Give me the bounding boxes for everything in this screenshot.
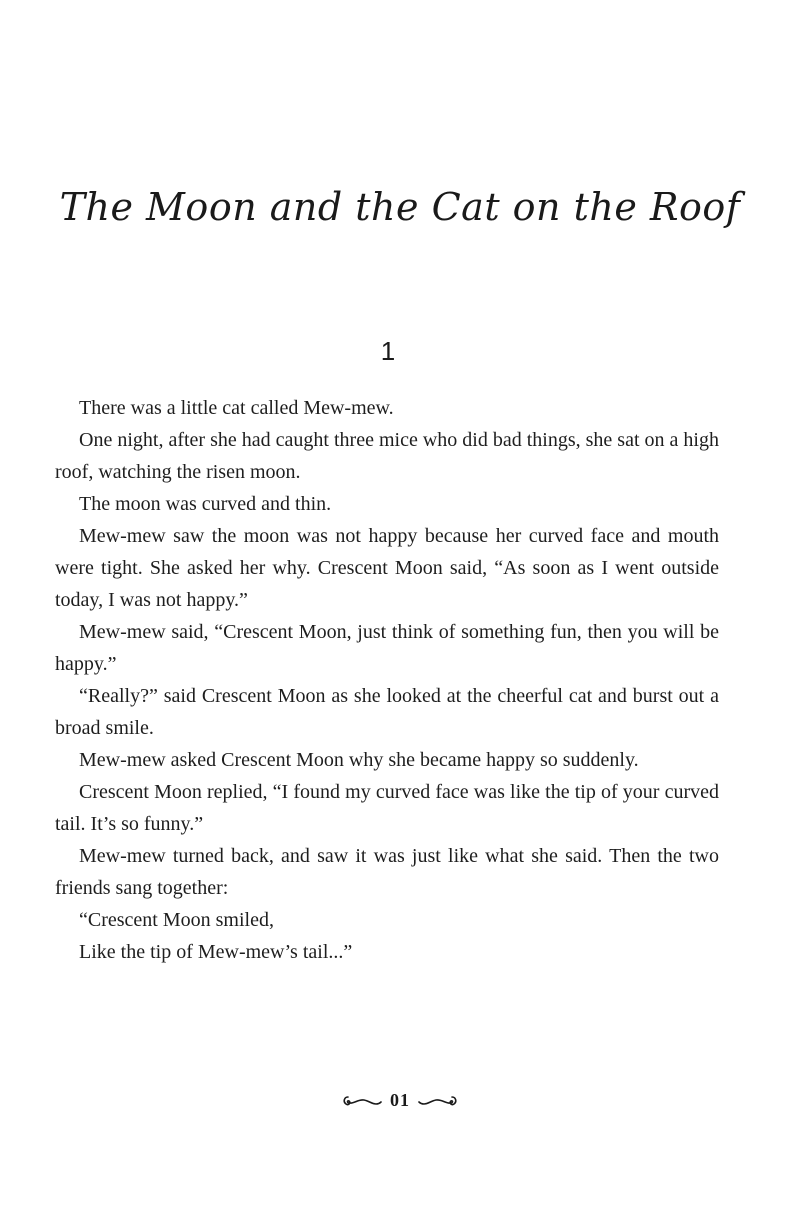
paragraph: Mew-mew saw the moon was not happy because her curved face and mouth were tight. She asked her why. Crescent Moon said, “As soon as I went outside today, I was not happy.” xyxy=(55,525,719,611)
story-body xyxy=(55,392,719,968)
left-flourish-icon xyxy=(342,1093,382,1109)
paragraph: Mew-mew turned back, and saw it was just like what she said. Then the two friends sang together: xyxy=(55,845,719,899)
page-footer xyxy=(0,1090,800,1111)
page-number: 01 xyxy=(390,1090,410,1110)
paragraph: One night, after she had caught three mice who did bad things, she sat on a high roof, watching the risen moon. xyxy=(55,429,719,483)
chapter-number: 1 xyxy=(380,336,396,366)
paragraph: The moon was curved and thin. xyxy=(79,493,332,515)
paragraph: Mew-mew said, “Crescent Moon, just think of something fun, then you will be happy.” xyxy=(55,621,719,675)
paragraph: “Really?” said Crescent Moon as she looked at the cheerful cat and burst out a broad smile. xyxy=(55,685,719,739)
song-line: Like the tip of Mew-mew’s tail...” xyxy=(79,941,353,963)
song-line: “Crescent Moon smiled, xyxy=(79,909,274,931)
paragraph: Mew-mew asked Crescent Moon why she became happy so suddenly. xyxy=(79,749,639,771)
story-title: The Moon and the Cat on the Roof xyxy=(59,185,741,229)
right-flourish-icon xyxy=(418,1093,458,1109)
paragraph: There was a little cat called Mew-mew. xyxy=(79,397,394,419)
paragraph: Crescent Moon replied, “I found my curved face was like the tip of your curved tail. It’s so funny.” xyxy=(55,781,719,835)
